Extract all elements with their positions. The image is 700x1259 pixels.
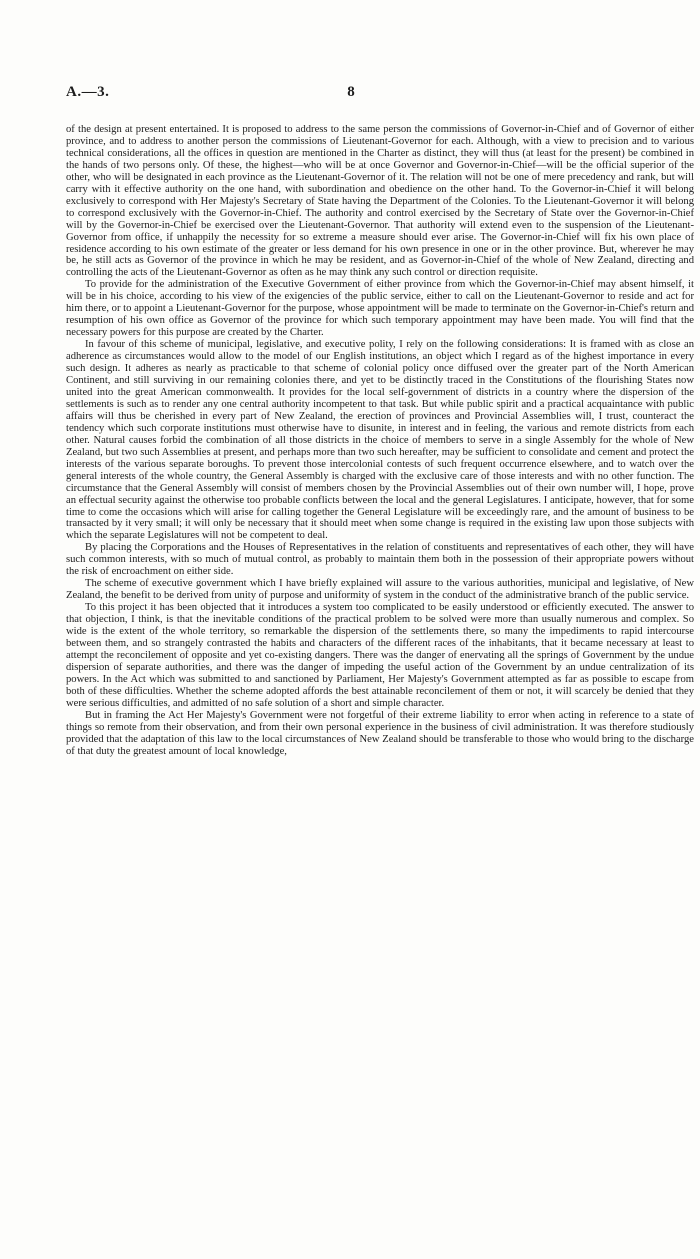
- paragraph: The scheme of executive government which I have briefly explained will assure to the various authorities, municipal and legislative, of New Zealand, the benefit to be derived from unity of purpose and uniformity of system in the conduct of the administrative branch of the public service.: [66, 578, 694, 602]
- paragraph: To this project it has been objected that it introduces a system too complicated to be easily understood or efficiently executed. The answer to that objection, I think, is that the inevitable conditions of the practical problem to be solved were more than usually numerous and complex. So wide is the extent of the whole territory, so remarkable the dispersion of the settlements there, so many the impediments to rapid intercourse between them, and so strangely contrasted the habits and characters of the different races of the inhabitants, that it became necessary at least to attempt the reconcilement of opposite and yet co-existing dangers. There was the danger of enervating all the springs of Government by the undue dispersion of separate authorities, and there was the danger of impeding the useful action of the Government by an undue centralization of its powers. In the Act which was submitted to and sanctioned by Parliament, Her Majesty's Government attempted as far as possible to escape from both of these difficulties. Whether the scheme adopted affords the best attainable reconcilement of them or not, it will scarcely be denied that they were serious difficulties, and admitted of no safe solution of a short and simple character.: [66, 602, 694, 709]
- paragraph: By placing the Corporations and the Houses of Representatives in the relation of constituents and representatives of each other, they will have such common interests, with so much of mutual control, as probably to maintain them both in the possession of their appropriate powers without the risk of encroachment on either side.: [66, 542, 694, 578]
- paragraph-continued: of the design at present entertained. It is proposed to address to the same person the commissions of Governor-in-Chief and of Governor of either province, and to address to another person the commissions of Lieutenant-Governor for each. Although, with a view to precision and to various technical considerations, all the offices in question are mentioned in the Charter as distinct, they will thus (at least for the present) be combined in the hands of two persons only. Of these, the highest—who will be at once Governor and Governor-in-Chief—will be the official superior of the other, who will be designated in each province as the Lieutenant-Governor of it. The relation will not be one of mere precedency and rank, but will carry with it effective authority on the one hand, with subordination and obedience on the other hand. To the Governor-in-Chief it will belong exclusively to correspond with Her Majesty's Secretary of State having the Department of the Colonies. To the Lieutenant-Governor it will belong to correspond exclusively with the Governor-in-Chief. The authority and control exercised by the Secretary of State over the Governor-in-Chief will by the Governor-in-Chief be exercised over the Lieutenant-Governor. That authority will extend even to the suspension of the Lieutenant-Governor from office, if unhappily the necessity for so extreme a measure should ever arise. The Governor-in-Chief will fix his own place of residence according to his own estimate of the greater or less demand for his own presence in one or in the other province. But, wherever he may be, he still acts as Governor of the province in which he may be resident, and as Governor-in-Chief of the whole of New Zealand, directing and controlling the acts of the Lieutenant-Governor as often as he may think any such control or direction requisite.: [66, 124, 694, 279]
- page-number: 8: [347, 84, 355, 100]
- page-header: [66, 84, 636, 106]
- page-id: A.—3.: [66, 84, 110, 100]
- paragraph: In favour of this scheme of municipal, legislative, and executive polity, I rely on the following considerations: It is framed with as close an adherence as circumstances would allow to the model of our English institutions, an object which I regard as of the highest importance in every such design. It adheres as nearly as practicable to that scheme of colonial policy once diffused over the greater part of the North American Continent, and still surviving in our remaining colonies there, and yet to be distinctly traced in the Constitutions of the flourishing States now united into the great American commonwealth. It provides for the local self-government of districts in a country where the dispersion of the settlements is such as to render any one central authority incompetent to that task. But while public spirit and a practical acquaintance with public affairs will thus be cherished in every part of New Zealand, the erection of provinces and Provincial Assemblies will, I trust, counteract the tendency which such corporate institutions must otherwise have to disunite, in interest and in feeling, the various and remote districts from each other. Natural causes forbid the combination of all those districts in the choice of members to serve in a single Assembly for the whole of New Zealand, but two such Assemblies at present, and perhaps more than two such hereafter, may be sufficient to consolidate and cement and protect the interests of the various separate boroughs. To prevent those intercolonial contests of such frequent occurrence elsewhere, and to watch over the general interests of the whole country, the General Assembly is charged with the exclusive care of those interests and with no other function. The circumstance that the General Assembly will consist of members chosen by the Provincial Assemblies out of their own number will, I hope, prove an effectual security against the otherwise too probable conflicts between the local and the general Legislatures. I anticipate, however, that for some time to come the occasions which will arise for calling together the General Legislature will be exceedingly rare, and the amount of business to be transacted by it very small; it will only be necessary that it should meet when some change is required in the existing law upon those subjects with which the separate Legislatures will not be competent to deal.: [66, 339, 694, 542]
- body-text: [66, 124, 694, 758]
- paragraph: To provide for the administration of the Executive Government of either province from which the Governor-in-Chief may absent himself, it will be in his choice, according to his view of the exigencies of the public service, either to call on the Lieutenant-Governor to reside and act for him there, or to appoint a Lieutenant-Governor for the purpose, whose appointment will be made to terminate on the Governor-in-Chief's return and resumption of his own office as Governor of the province for which such temporary appointment may have been made. You will find that the necessary powers for this purpose are created by the Charter.: [66, 279, 694, 339]
- paragraph: But in framing the Act Her Majesty's Government were not forgetful of their extreme liability to error when acting in reference to a state of things so remote from their observation, and from their own personal experience in the business of civil administration. It was therefore studiously provided that the adaptation of this law to the local circumstances of New Zealand should be transferable to those who would bring to the discharge of that duty the greatest amount of local knowledge,: [66, 709, 694, 757]
